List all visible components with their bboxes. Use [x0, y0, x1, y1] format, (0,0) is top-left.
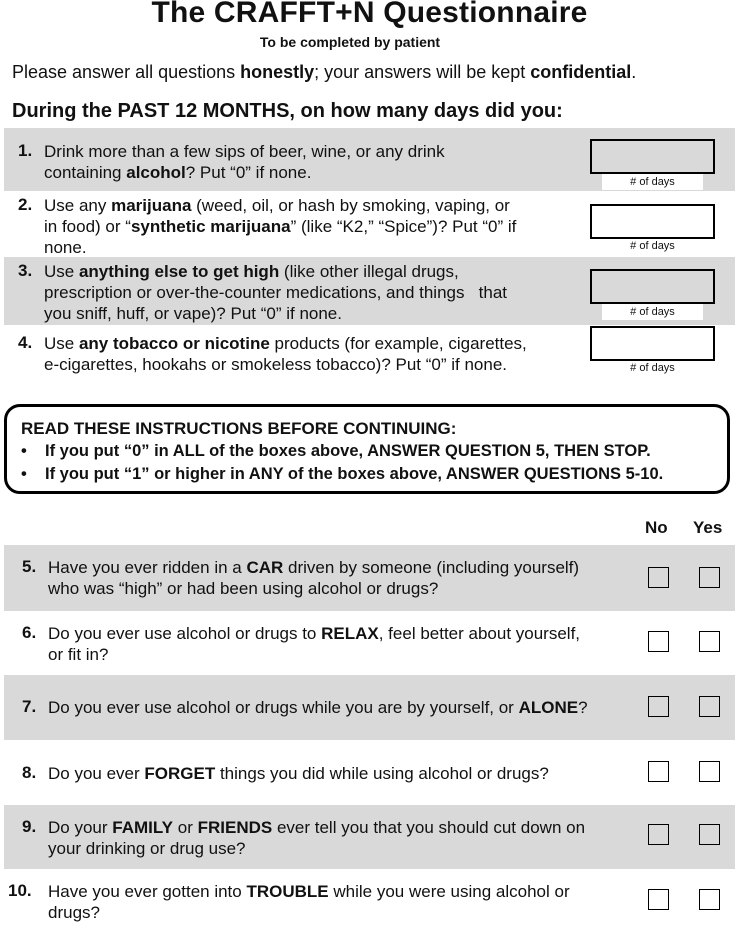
question-text [44, 333, 527, 375]
question-number: 8. [22, 763, 37, 782]
question-number: 9. [22, 817, 37, 836]
intro-part: Please answer all questions [12, 62, 241, 82]
part-a-heading: During the PAST 12 MONTHS, on how many days did you: [12, 100, 563, 122]
days-input-q4[interactable] [590, 326, 715, 361]
days-label: # of days [630, 362, 675, 374]
text-part: , feel better about yourself, [378, 624, 581, 643]
no-checkbox[interactable] [648, 631, 669, 652]
question-line: you sniff, huff, or vape)? Put “0” if none. [44, 304, 342, 323]
text-emphasis: FRIENDS [197, 818, 273, 837]
question-text [48, 623, 580, 665]
question-number: 1. [18, 141, 33, 160]
instructions-box [4, 404, 730, 494]
intro-emphasis-honestly: honestly [240, 62, 315, 82]
question-7-row [4, 675, 735, 740]
question-line [44, 333, 527, 354]
text-part: ? Put “0” if none. [185, 163, 312, 182]
text-part: Do you ever use alcohol or drugs while you are by yourself, or [48, 698, 519, 717]
question-number: 2. [18, 195, 33, 214]
intro-part: ; your answers will be kept [314, 62, 531, 82]
bullet: • [21, 465, 27, 483]
text-emphasis: TROUBLE [246, 882, 329, 901]
text-part: Have you ever ridden in a [48, 558, 247, 577]
text-emphasis: FORGET [144, 764, 216, 783]
question-6-row [4, 611, 735, 675]
text-part: products (for example, cigarettes, [269, 334, 527, 353]
question-text [44, 141, 445, 183]
text-part: Use [44, 262, 79, 281]
question-line [48, 817, 585, 838]
question-5-row [4, 545, 735, 611]
text-emphasis: synthetic marijuana [130, 217, 291, 236]
intro-text [12, 62, 636, 83]
question-line [44, 216, 516, 237]
question-8-row [4, 740, 735, 805]
question-4-row [4, 325, 735, 381]
question-line: e-cigarettes, hookahs or smokeless tobacco)? Put “0” if none. [44, 355, 508, 374]
text-part: ever tell you that you should cut down on [272, 818, 586, 837]
page-subtitle: To be completed by patient [259, 34, 441, 50]
days-input-q2[interactable] [590, 204, 715, 239]
question-line: who was “high” or had been using alcohol or drugs? [48, 579, 439, 598]
no-checkbox[interactable] [648, 824, 669, 845]
question-3-row [4, 257, 735, 325]
question-line [44, 261, 507, 282]
question-line [48, 623, 580, 644]
text-part: ” (like “K2,” “Spice”)? Put “0” if [290, 217, 517, 236]
no-checkbox[interactable] [648, 889, 669, 910]
yes-checkbox[interactable] [699, 696, 720, 717]
question-line [48, 881, 570, 902]
yes-checkbox[interactable] [699, 824, 720, 845]
yes-checkbox[interactable] [699, 761, 720, 782]
question-number: 7. [22, 697, 37, 716]
text-part: (weed, oil, or hash by smoking, vaping, or [191, 196, 510, 215]
question-text [48, 697, 588, 718]
question-2-row [4, 191, 735, 257]
text-emphasis: CAR [246, 558, 284, 577]
question-number: 3. [18, 261, 33, 280]
intro-emphasis-confidential: confidential [530, 62, 632, 82]
text-part: in food) or “ [44, 217, 131, 236]
question-line: none. [44, 238, 87, 257]
question-line [48, 697, 588, 718]
instruction-text: If you put “1” or higher in ANY of the boxes above, ANSWER QUESTIONS 5-10. [45, 465, 664, 483]
text-part: Do your [48, 818, 113, 837]
text-emphasis: any tobacco or nicotine [78, 334, 270, 353]
question-text [48, 557, 579, 599]
text-emphasis: FAMILY [112, 818, 174, 837]
question-line: your drinking or drug use? [48, 839, 246, 858]
text-part: (like other illegal drugs, [279, 262, 459, 281]
text-part: while you were using alcohol or [328, 882, 570, 901]
instruction-item [21, 465, 663, 484]
question-number: 6. [22, 623, 37, 642]
question-text [48, 881, 570, 923]
question-line [44, 162, 445, 183]
text-part: containing [44, 163, 127, 182]
column-header-no: No [645, 518, 668, 537]
text-part: or [173, 818, 198, 837]
text-emphasis: anything else to get high [78, 262, 280, 281]
question-number: 10. [8, 881, 32, 900]
days-input-q1[interactable] [590, 139, 715, 174]
text-part: Do you ever [48, 764, 145, 783]
yes-checkbox[interactable] [699, 567, 720, 588]
intro-part: . [631, 62, 637, 82]
bullet: • [21, 442, 27, 460]
question-1-row [4, 128, 735, 191]
text-part: things you did while using alcohol or drugs? [215, 764, 549, 783]
question-line: or fit in? [48, 645, 109, 664]
text-emphasis: marijuana [111, 196, 192, 215]
text-part: ? [578, 698, 588, 717]
question-line [48, 763, 549, 784]
question-line [44, 195, 516, 216]
days-label: # of days [630, 240, 675, 252]
instruction-text: If you put “0” in ALL of the boxes above, ANSWER QUESTION 5, THEN STOP. [45, 442, 651, 460]
question-text [44, 195, 516, 258]
text-part: Do you ever use alcohol or drugs to [48, 624, 322, 643]
text-part: driven by someone (including yourself) [283, 558, 580, 577]
yes-checkbox[interactable] [699, 889, 720, 910]
instruction-item [21, 442, 651, 461]
question-text [48, 817, 585, 859]
days-label: # of days [602, 174, 703, 190]
question-number: 5. [22, 557, 37, 576]
days-input-q3[interactable] [590, 269, 715, 304]
question-line [48, 557, 579, 578]
question-9-row [4, 805, 735, 869]
question-text [48, 763, 549, 784]
text-part: Use [44, 334, 79, 353]
question-line: drugs? [48, 903, 100, 922]
column-header-yes: Yes [693, 518, 723, 537]
text-emphasis: RELAX [321, 624, 379, 643]
instructions-heading: READ THESE INSTRUCTIONS BEFORE CONTINUING: [21, 419, 457, 438]
text-part: Use any [44, 196, 112, 215]
question-text [44, 261, 507, 324]
question-number: 4. [18, 333, 33, 352]
text-part: Have you ever gotten into [48, 882, 247, 901]
no-checkbox[interactable] [648, 567, 669, 588]
no-checkbox[interactable] [648, 761, 669, 782]
question-10-row [4, 869, 735, 925]
text-emphasis: alcohol [126, 163, 186, 182]
page-title: The CRAFFT+N Questionnaire [151, 0, 588, 29]
yes-checkbox[interactable] [699, 631, 720, 652]
days-label: # of days [602, 304, 703, 320]
text-emphasis: ALONE [518, 698, 579, 717]
no-checkbox[interactable] [648, 696, 669, 717]
question-line: Drink more than a few sips of beer, wine, or any drink [44, 142, 445, 161]
question-line: prescription or over-the-counter medications, and things that [44, 283, 508, 302]
